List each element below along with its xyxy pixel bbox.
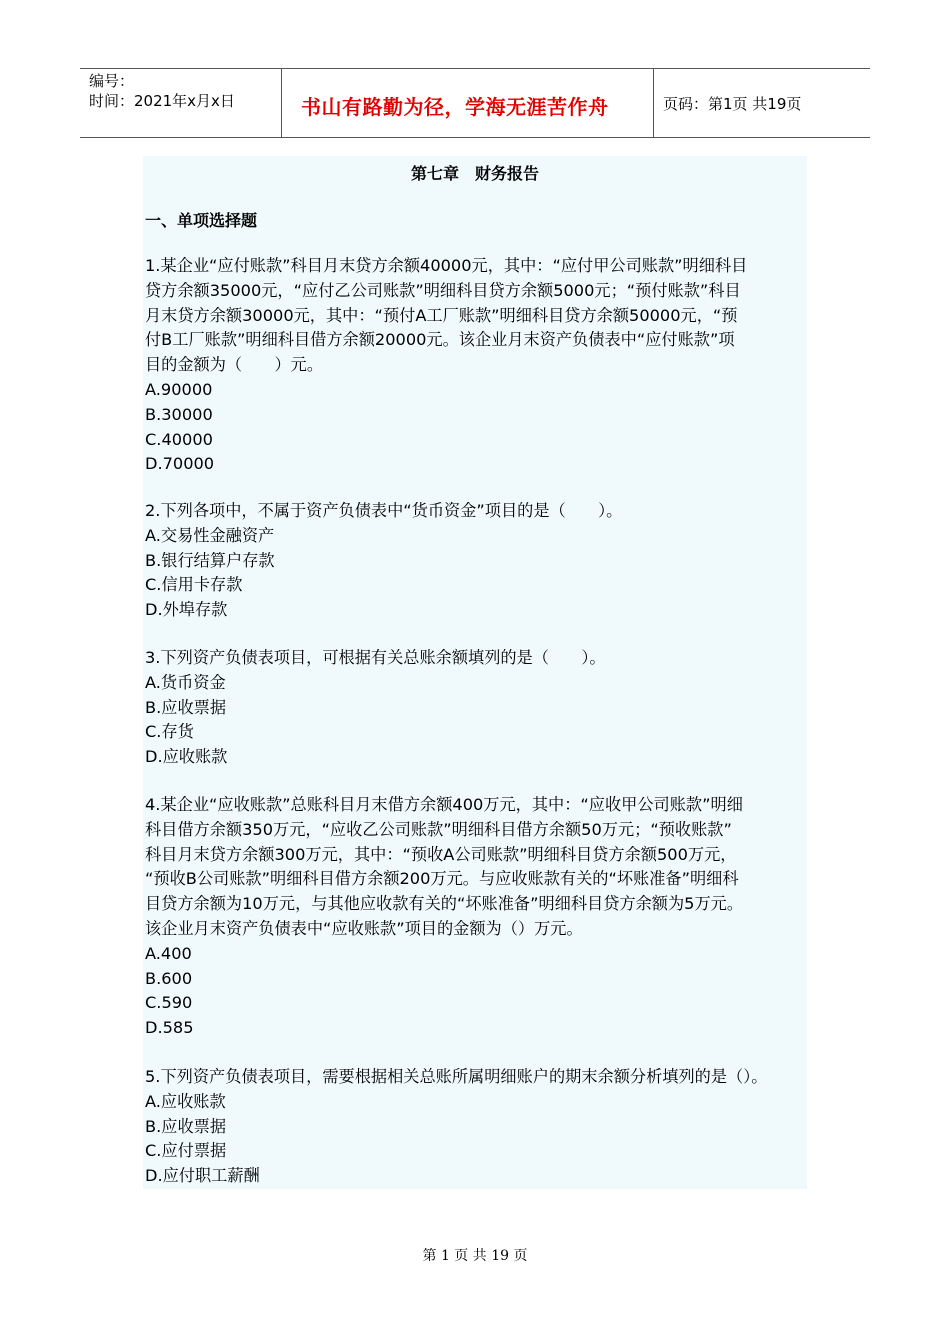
option-b: B.应收票据 [145,1116,227,1136]
time-label: 时间：2021年x月x日 [89,92,235,110]
option-c: C.信用卡存款 [145,575,243,595]
question-text-line: “预收B公司账款”明细科目借方余额200万元。与应收账款有关的“坏账准备”明细科 [145,869,739,889]
document-body [143,156,807,1189]
option-a: A.交易性金融资产 [145,525,275,545]
question-text-line: 2.下列各项中，不属于资产负债表中“货币资金”项目的是（ ）。 [145,501,623,520]
header-right-cell [654,69,870,137]
option-d: D.应付职工薪酬 [145,1166,260,1186]
question-5 [145,1065,809,1189]
question-4 [145,793,809,1041]
option-a: A.货币资金 [145,672,226,692]
question-text-line: 1.某企业“应付账款”科目月末贷方余额40000元，其中：“应付甲公司账款”明细科目 [145,256,748,275]
option-b: B.应收票据 [145,697,227,717]
header-middle-cell [281,69,654,137]
option-b: B.600 [145,968,193,988]
question-text-line: 4.某企业“应收账款”总账科目月末借方余额400万元，其中：“应收甲公司账款”明细 [145,795,743,814]
option-c: C.40000 [145,429,213,449]
option-c: C.存货 [145,722,194,742]
question-text-line: 科目借方余额350万元，“应收乙公司账款”明细科目借方余额50万元；“预收账款” [145,819,732,839]
section-title: 一、单项选择题 [145,211,258,230]
question-text-line: 目贷方余额为10万元，与其他应收款有关的“坏账准备”明细科目贷方余额为5万元。 [145,894,744,914]
option-a: A.90000 [145,379,213,399]
header-left-cell [80,69,282,137]
option-d: D.585 [145,1018,194,1038]
option-c: C.590 [145,993,193,1013]
option-b: B.30000 [145,404,213,424]
chapter-title: 第七章 财务报告 [410,164,539,183]
question-3 [145,646,809,770]
motto-text: 书山有路勤为径，学海无涯苦作舟 [301,95,609,119]
option-d: D.70000 [145,454,215,474]
question-text-line: 5.下列资产负债表项目，需要根据相关总账所属明细账户的期末余额分析填列的是（）。 [145,1067,768,1086]
option-d: D.外埠存款 [145,600,228,620]
option-a: A.应收账款 [145,1091,226,1111]
header-table [80,68,870,138]
option-c: C.应付票据 [145,1141,227,1161]
option-a: A.400 [145,943,192,963]
question-2 [145,499,809,623]
question-text-line: 科目月末贷方余额300万元，其中：“预收A公司账款”明细科目贷方余额500万元， [145,844,737,864]
option-b: B.银行结算户存款 [145,550,275,570]
question-text-line: 付B工厂账款”明细科目借方余额20000元。该企业月末资产负债表中“应付账款”项 [145,330,735,350]
question-text-line: 月末贷方余额30000元，其中：“预付A工厂账款”明细科目贷方余额50000元，“预 [145,305,738,325]
question-1 [145,254,809,477]
page-footer: 第 1 页 共 19 页 [422,1248,528,1264]
question-text-line: 贷方余额35000元，“应付乙公司账款”明细科目贷方余额5000元；“预付账款”科目 [145,280,741,300]
page-code: 页码：第1页 共19页 [663,95,802,113]
question-text-line: 该企业月末资产负债表中“应收账款”项目的金额为（）万元。 [145,918,583,938]
question-text-line: 目的金额为（ ）元。 [145,355,324,375]
number-label: 编号： [89,72,135,90]
option-d: D.应收账款 [145,747,228,767]
question-text-line: 3.下列资产负债表项目，可根据有关总账余额填列的是（ ）。 [145,648,606,667]
